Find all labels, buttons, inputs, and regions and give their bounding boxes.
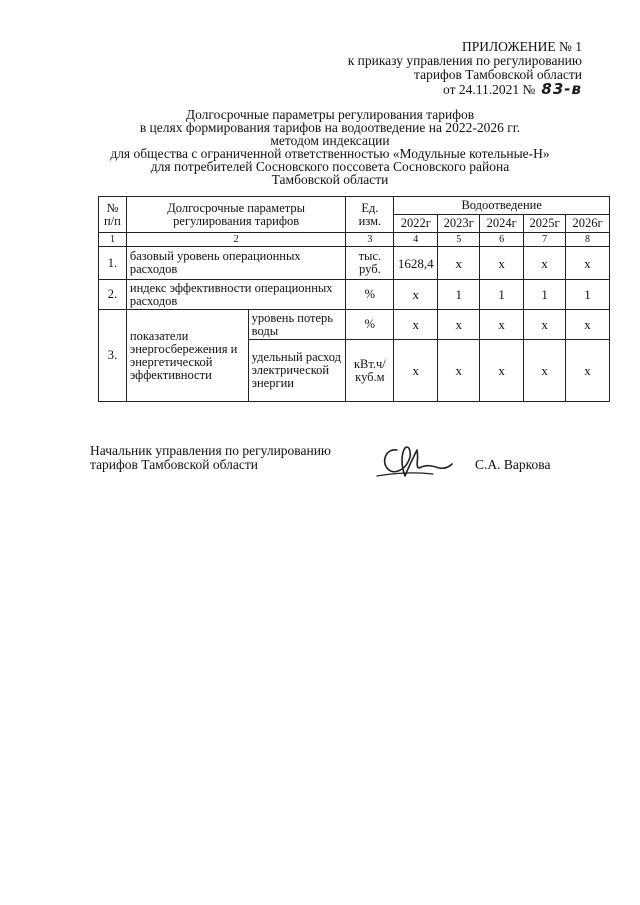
- title-line-6: Тамбовской области: [271, 172, 389, 187]
- appendix-date: от 24.11.2021 №: [443, 82, 536, 97]
- header-param: Долгосрочные параметры регулирования тарифов: [126, 197, 346, 233]
- col-number: 4: [394, 233, 438, 247]
- row-value: х: [524, 247, 566, 280]
- col-number: 8: [566, 233, 610, 247]
- appendix-authority: тарифов Тамбовской области: [414, 67, 582, 82]
- row-value: х: [524, 340, 566, 402]
- row-value: 1: [480, 280, 524, 310]
- parameters-table: [98, 196, 610, 402]
- title-line-4: для общества с ограниченной ответственностью «Модульные котельные-Н»: [110, 146, 550, 161]
- signer-title: [90, 444, 380, 472]
- col-number: 2: [126, 233, 346, 247]
- document-title: [60, 108, 600, 186]
- row-value: х: [438, 340, 480, 402]
- row-number: 3.: [99, 310, 127, 402]
- signer-title-line-2: тарифов Тамбовской области: [90, 457, 258, 472]
- title-line-3: методом индексации: [270, 133, 390, 148]
- col-number: 3: [346, 233, 394, 247]
- row-value: х: [394, 310, 438, 340]
- row-unit: %: [346, 280, 394, 310]
- row-number: 1.: [99, 247, 127, 280]
- row-value: 1: [438, 280, 480, 310]
- row-value: х: [480, 340, 524, 402]
- row-value: 1: [566, 280, 610, 310]
- signer-name: С.А. Варкова: [475, 457, 551, 472]
- appendix-date-line: [282, 82, 582, 97]
- row-value: х: [394, 340, 438, 402]
- row-value: х: [566, 247, 610, 280]
- header-year: 2022г: [394, 215, 438, 233]
- header-group: Водоотведение: [394, 197, 610, 215]
- row-value: 1628,4: [394, 247, 438, 280]
- row-unit: %: [346, 310, 394, 340]
- title-line-1: Долгосрочные параметры регулирования тарифов: [185, 107, 475, 122]
- header-year: 2024г: [480, 215, 524, 233]
- handwritten-signature-icon: [375, 436, 455, 486]
- row-value: х: [524, 310, 566, 340]
- row-value: х: [394, 280, 438, 310]
- row-unit: кВт.ч/куб.м: [346, 340, 394, 402]
- header-unit: Ед. изм.: [346, 197, 394, 233]
- title-line-5: для потребителей Сосновского поссовета Сосновского района: [150, 159, 510, 174]
- col-number: 5: [438, 233, 480, 247]
- row-param-name: базовый уровень операционных расходов: [126, 247, 346, 280]
- appendix-header: [282, 40, 582, 97]
- row-value: х: [438, 310, 480, 340]
- row-value: 1: [524, 280, 566, 310]
- row-value: х: [480, 310, 524, 340]
- row-value: х: [438, 247, 480, 280]
- appendix-title: ПРИЛОЖЕНИЕ № 1: [461, 39, 582, 54]
- appendix-order-ref: к приказу управления по регулированию: [347, 53, 582, 68]
- header-num: № п/п: [99, 197, 127, 233]
- row-number: 2.: [99, 280, 127, 310]
- table-row: [99, 280, 610, 310]
- row-value: х: [566, 310, 610, 340]
- col-number: 1: [99, 233, 127, 247]
- header-year: 2023г: [438, 215, 480, 233]
- header-year: 2026г: [566, 215, 610, 233]
- table-row: [99, 247, 610, 280]
- header-year: 2025г: [524, 215, 566, 233]
- signature-block: [90, 444, 610, 494]
- row-unit: тыс. руб.: [346, 247, 394, 280]
- row-value: х: [566, 340, 610, 402]
- table-row: [99, 310, 610, 340]
- order-number-handwritten: 83-в: [541, 80, 582, 98]
- row-param-name: индекс эффективности операционных расходов: [126, 280, 346, 310]
- row-group-name: показатели энергосбережения и энергетической эффективности: [126, 310, 248, 402]
- col-number: 6: [480, 233, 524, 247]
- row-sub-name: удельный расход электрической энергии: [248, 340, 346, 402]
- row-sub-name: уровень потерь воды: [248, 310, 346, 340]
- col-number: 7: [524, 233, 566, 247]
- signer-title-line-1: Начальник управления по регулированию: [90, 443, 332, 458]
- row-value: х: [480, 247, 524, 280]
- title-line-2: в целях формирования тарифов на водоотведение на 2022-2026 гг.: [139, 120, 521, 135]
